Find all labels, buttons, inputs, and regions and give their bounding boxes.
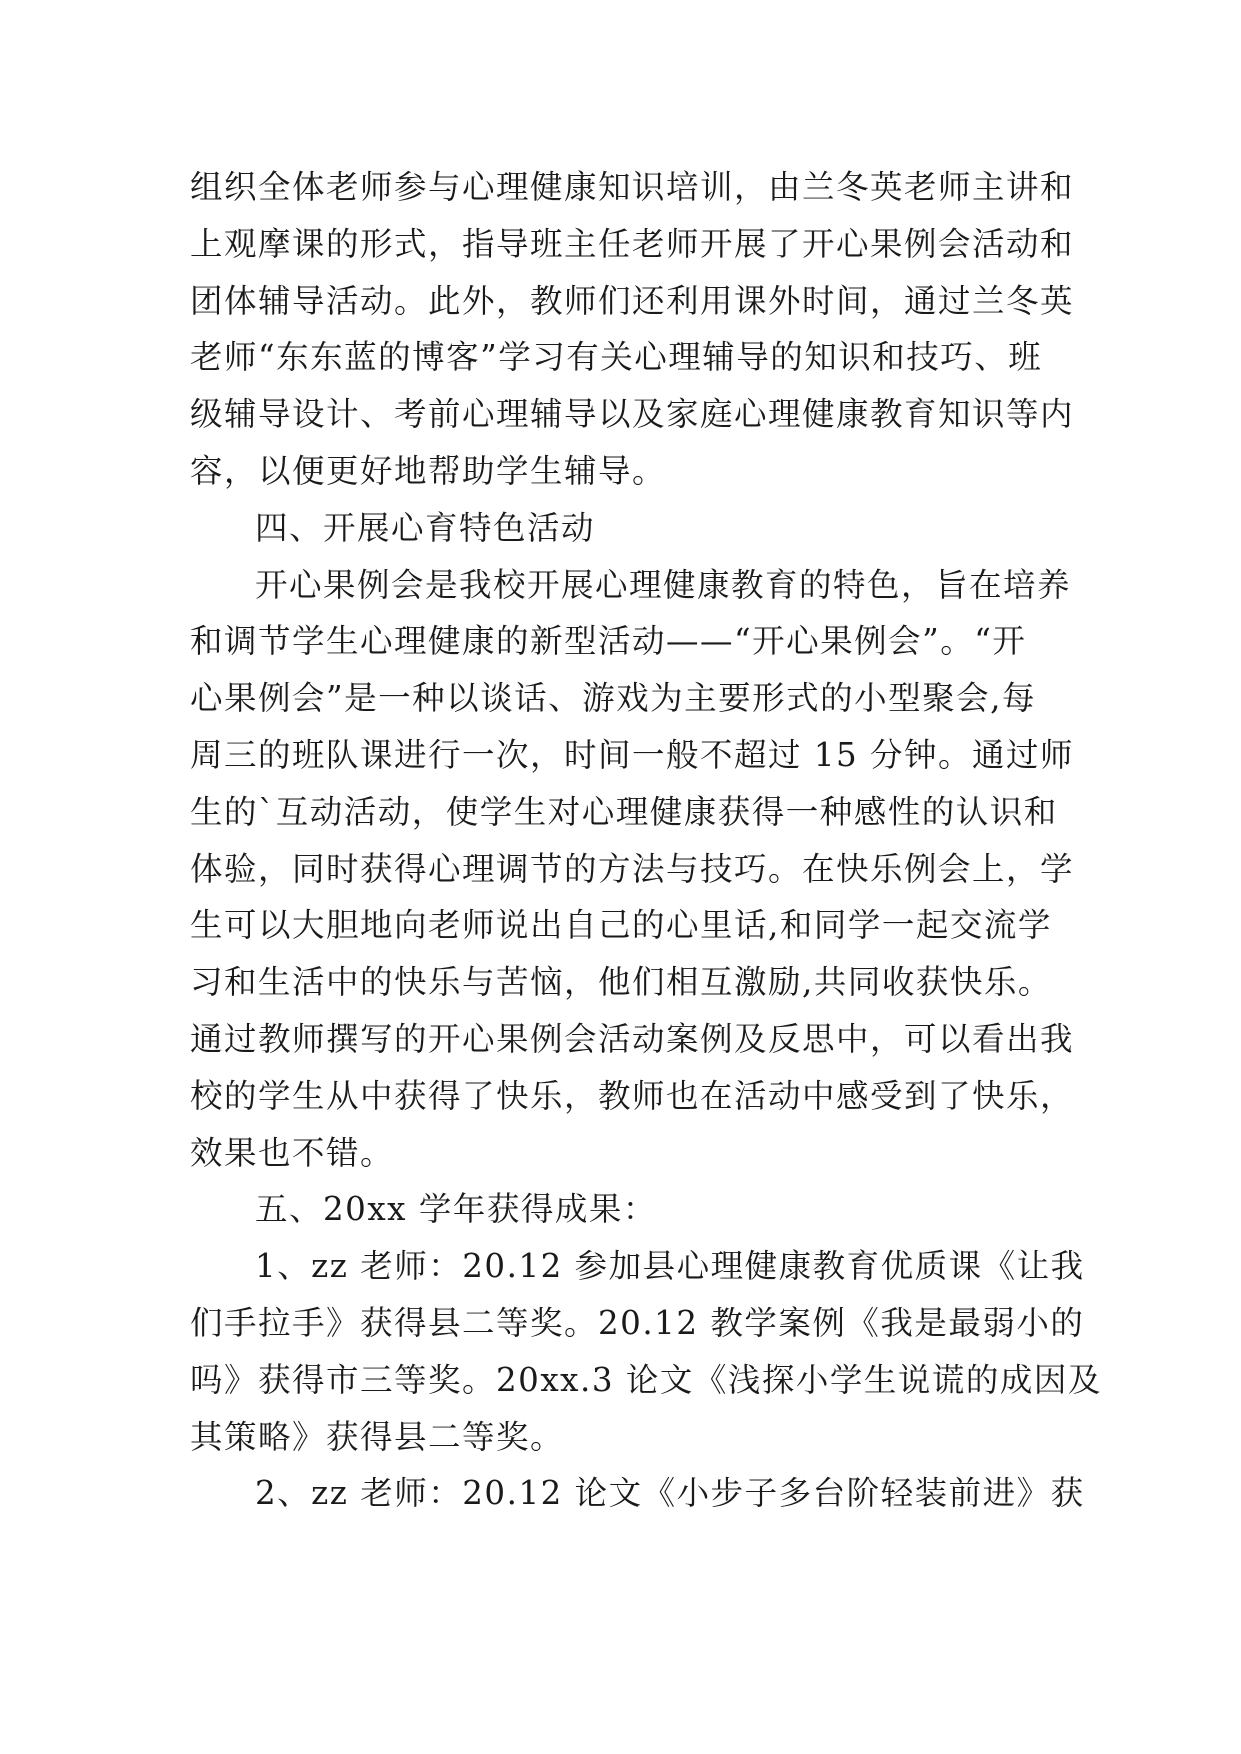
paragraph-line: 容，以便更好地帮助学生辅导。 [190, 451, 667, 490]
paragraph-line: 级辅导设计、考前心理辅导以及家庭心理健康教育知识等内 [190, 395, 1075, 434]
paragraph-line: 上观摩课的形式，指导班主任老师开展了开心果例会活动和 [190, 224, 1075, 263]
paragraph-line: 效果也不错。 [190, 1133, 395, 1172]
list-item: 2、zz 老师：20.12 论文《小步子多台阶轻装前进》获 [255, 1474, 1085, 1513]
section-heading: 五、20xx 学年获得成果： [255, 1190, 657, 1229]
paragraph-line: 老师“东东蓝的博客”学习有关心理辅导的知识和技巧、班 [190, 338, 1043, 377]
paragraph-line: 和调节学生心理健康的新型活动——“开心果例会”。“开 [190, 622, 1027, 661]
paragraph-line: 习和生活中的快乐与苦恼，他们相互激励,共同收获快乐。 [190, 963, 1052, 1002]
paragraph-line: 体验，同时获得心理调节的方法与技巧。在快乐例会上，学 [190, 849, 1075, 888]
paragraph-line: 吗》获得市三等奖。20xx.3 论文《浅探小学生说谎的成因及 [190, 1360, 1102, 1399]
paragraph-line: 生可以大胆地向老师说出自己的心里话,和同学一起交流学 [190, 906, 1052, 945]
paragraph-line: 们手拉手》获得县二等奖。20.12 教学案例《我是最弱小的 [190, 1303, 1085, 1342]
paragraph-line: 校的学生从中获得了快乐，教师也在活动中感受到了快乐， [190, 1076, 1075, 1115]
paragraph-line: 团体辅导活动。此外，教师们还利用课外时间，通过兰冬英 [190, 281, 1075, 320]
paragraph-line: 其策略》获得县二等奖。 [190, 1417, 565, 1456]
list-item: 1、zz 老师：20.12 参加县心理健康教育优质课《让我 [255, 1247, 1085, 1286]
paragraph-line: 组织全体老师参与心理健康知识培训，由兰冬英老师主讲和 [190, 168, 1075, 206]
section-heading: 四、开展心育特色活动 [255, 508, 596, 547]
document-body [190, 159, 1102, 1522]
paragraph-line: 通过教师撰写的开心果例会活动案例及反思中，可以看出我 [190, 1019, 1075, 1058]
paragraph-line: 心果例会”是一种以谈话、游戏为主要形式的小型聚会,每 [190, 679, 1036, 718]
paragraph-line: 周三的班队课进行一次，时间一般不超过 15 分钟。通过师 [190, 735, 1075, 774]
paragraph-line: 生的`互动活动，使学生对心理健康获得一种感性的认识和 [190, 792, 1058, 831]
paragraph-line: 开心果例会是我校开展心理健康教育的特色，旨在培养 [255, 565, 1072, 604]
